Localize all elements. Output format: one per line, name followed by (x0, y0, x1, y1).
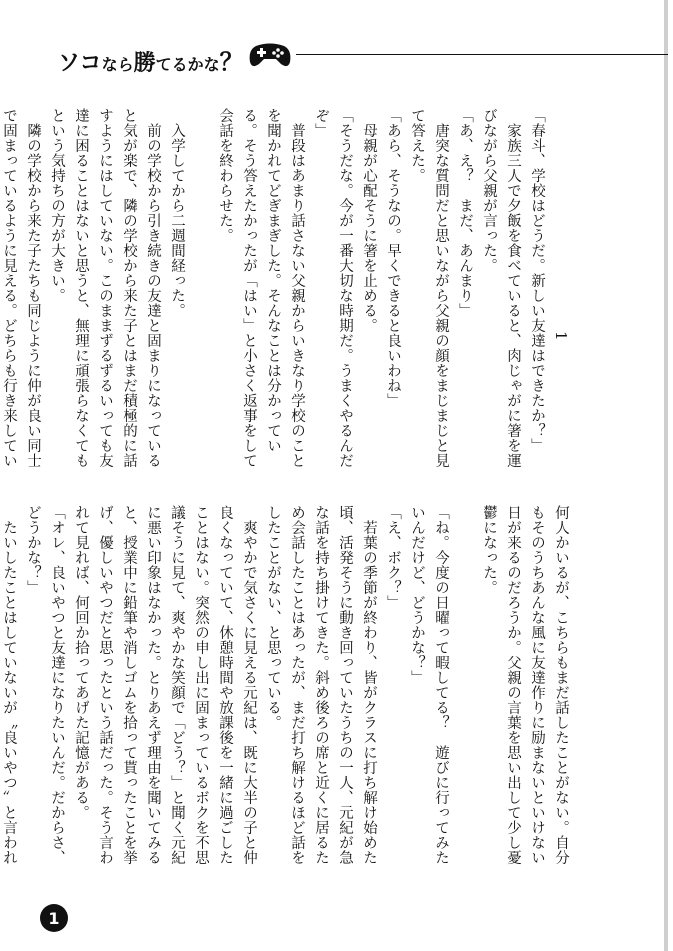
page-header (58, 40, 670, 76)
title-part-terukana: てるかな (155, 55, 220, 74)
paragraph: 普段はあまり話さない父親からいきなり学校のことを聞かれてどぎまぎした。そんなことは分かっている。そう答えたかったが「はい」と小さく返事をして会話を終わらせた。 (217, 108, 305, 468)
paragraph: 「あ、え？ まだ、あんまり」 (457, 108, 473, 318)
paragraph: 「オレ、良いやつと友達になりたいんだ。だからさ、どうかな？」 (25, 505, 65, 865)
paragraph: 爽やかで気さくに見える元紀は、既に大半の子と仲良くなっていて、休憩時間や放課後を一緒に過ごしたことはない。突然の申し出に固まっているボクを不思議そうに見て、爽やかな笑顔で「どう？」と聞く元紀に悪い印象はなかった。とりあえず理由を聞いてみると、授業中に鉛筆や消しゴムを拾って貰ったことを挙げ、優しいやつだと思ったという話だった。そう言われて見れば、何回か拾ってあげた記憶がある。 (73, 505, 257, 865)
series-title (58, 42, 244, 77)
paragraph: 若葉の季節が終わり、皆がクラスに打ち解け始めた頃、活発そうに動き回っていたうちの一人、元紀が急な話を持ち掛けてきた。斜め後ろの席と近くに居るため会話したことはあったが、まだ打ち解けるほど話をしたことがない、と思っている。 (265, 505, 377, 865)
paragraph: 入学してから二週間経った。 (169, 108, 185, 318)
paragraph-spacer (189, 108, 213, 468)
paragraph: 「そうだな。今が一番大切な時期だ。うまくやるんだぞ」 (313, 108, 353, 468)
title-part-nara: なら (101, 55, 134, 74)
paragraph: 「ね。今度の日曜って暇してる？ 遊びに行ってみたいんだけど、どうかな？」 (409, 505, 449, 865)
paragraph: 「え、ボク？」 (385, 505, 401, 610)
paragraph: 「あら、そうなの。早くできると良いわね」 (385, 108, 401, 408)
title-part-katsu: 勝 (133, 51, 156, 76)
paragraph: 前の学校から引き続きの友達と固まりになっていると気が楽で、隣の学校から来た子とはまだ積極的に話すようにはしていない。このままずるずるいっても友達に困ることはないと思うと、無理に頑張らなくてもという気持ちの方が大きい。 (49, 108, 161, 468)
page-number-badge: 1 (40, 904, 68, 932)
paragraph: 「春斗、学校はどうだ。新しい友達はできたか？」 (529, 108, 545, 453)
title-part-soko: ソコ (58, 51, 102, 76)
paragraph: たいしたことはしていないが〝良いやつ〟と言われ (1, 520, 17, 865)
title-part-question: ？ (219, 48, 244, 76)
paragraph-spacer (453, 505, 477, 877)
header-rule (296, 54, 668, 55)
paragraph: 何人かいるが、こちらもまだ話したことがない。自分もそのうちあんな風に友達作りに励まないといけない日が来るのだろうか。父親の言葉を思い出して少し憂鬱になった。 (481, 505, 569, 865)
paragraph: 家族三人で夕飯を食べていると、肉じゃがに箸を運びながら父親が言った。 (481, 108, 521, 468)
paragraph: 母親が心配そうに箸を止める。 (361, 108, 377, 333)
upper-text-column (1, 108, 573, 468)
lower-text-column (1, 505, 573, 877)
chapter-number: 1 (552, 330, 570, 342)
paragraph: 隣の学校から来た子たちも同じように仲が良い同士で固まっているように見える。どちらも行き来してい (1, 108, 41, 468)
paragraph: 唐突な質問だと思いながら父親の顔をまじまじと見て答えた。 (409, 108, 449, 468)
gamepad-icon (248, 40, 292, 70)
